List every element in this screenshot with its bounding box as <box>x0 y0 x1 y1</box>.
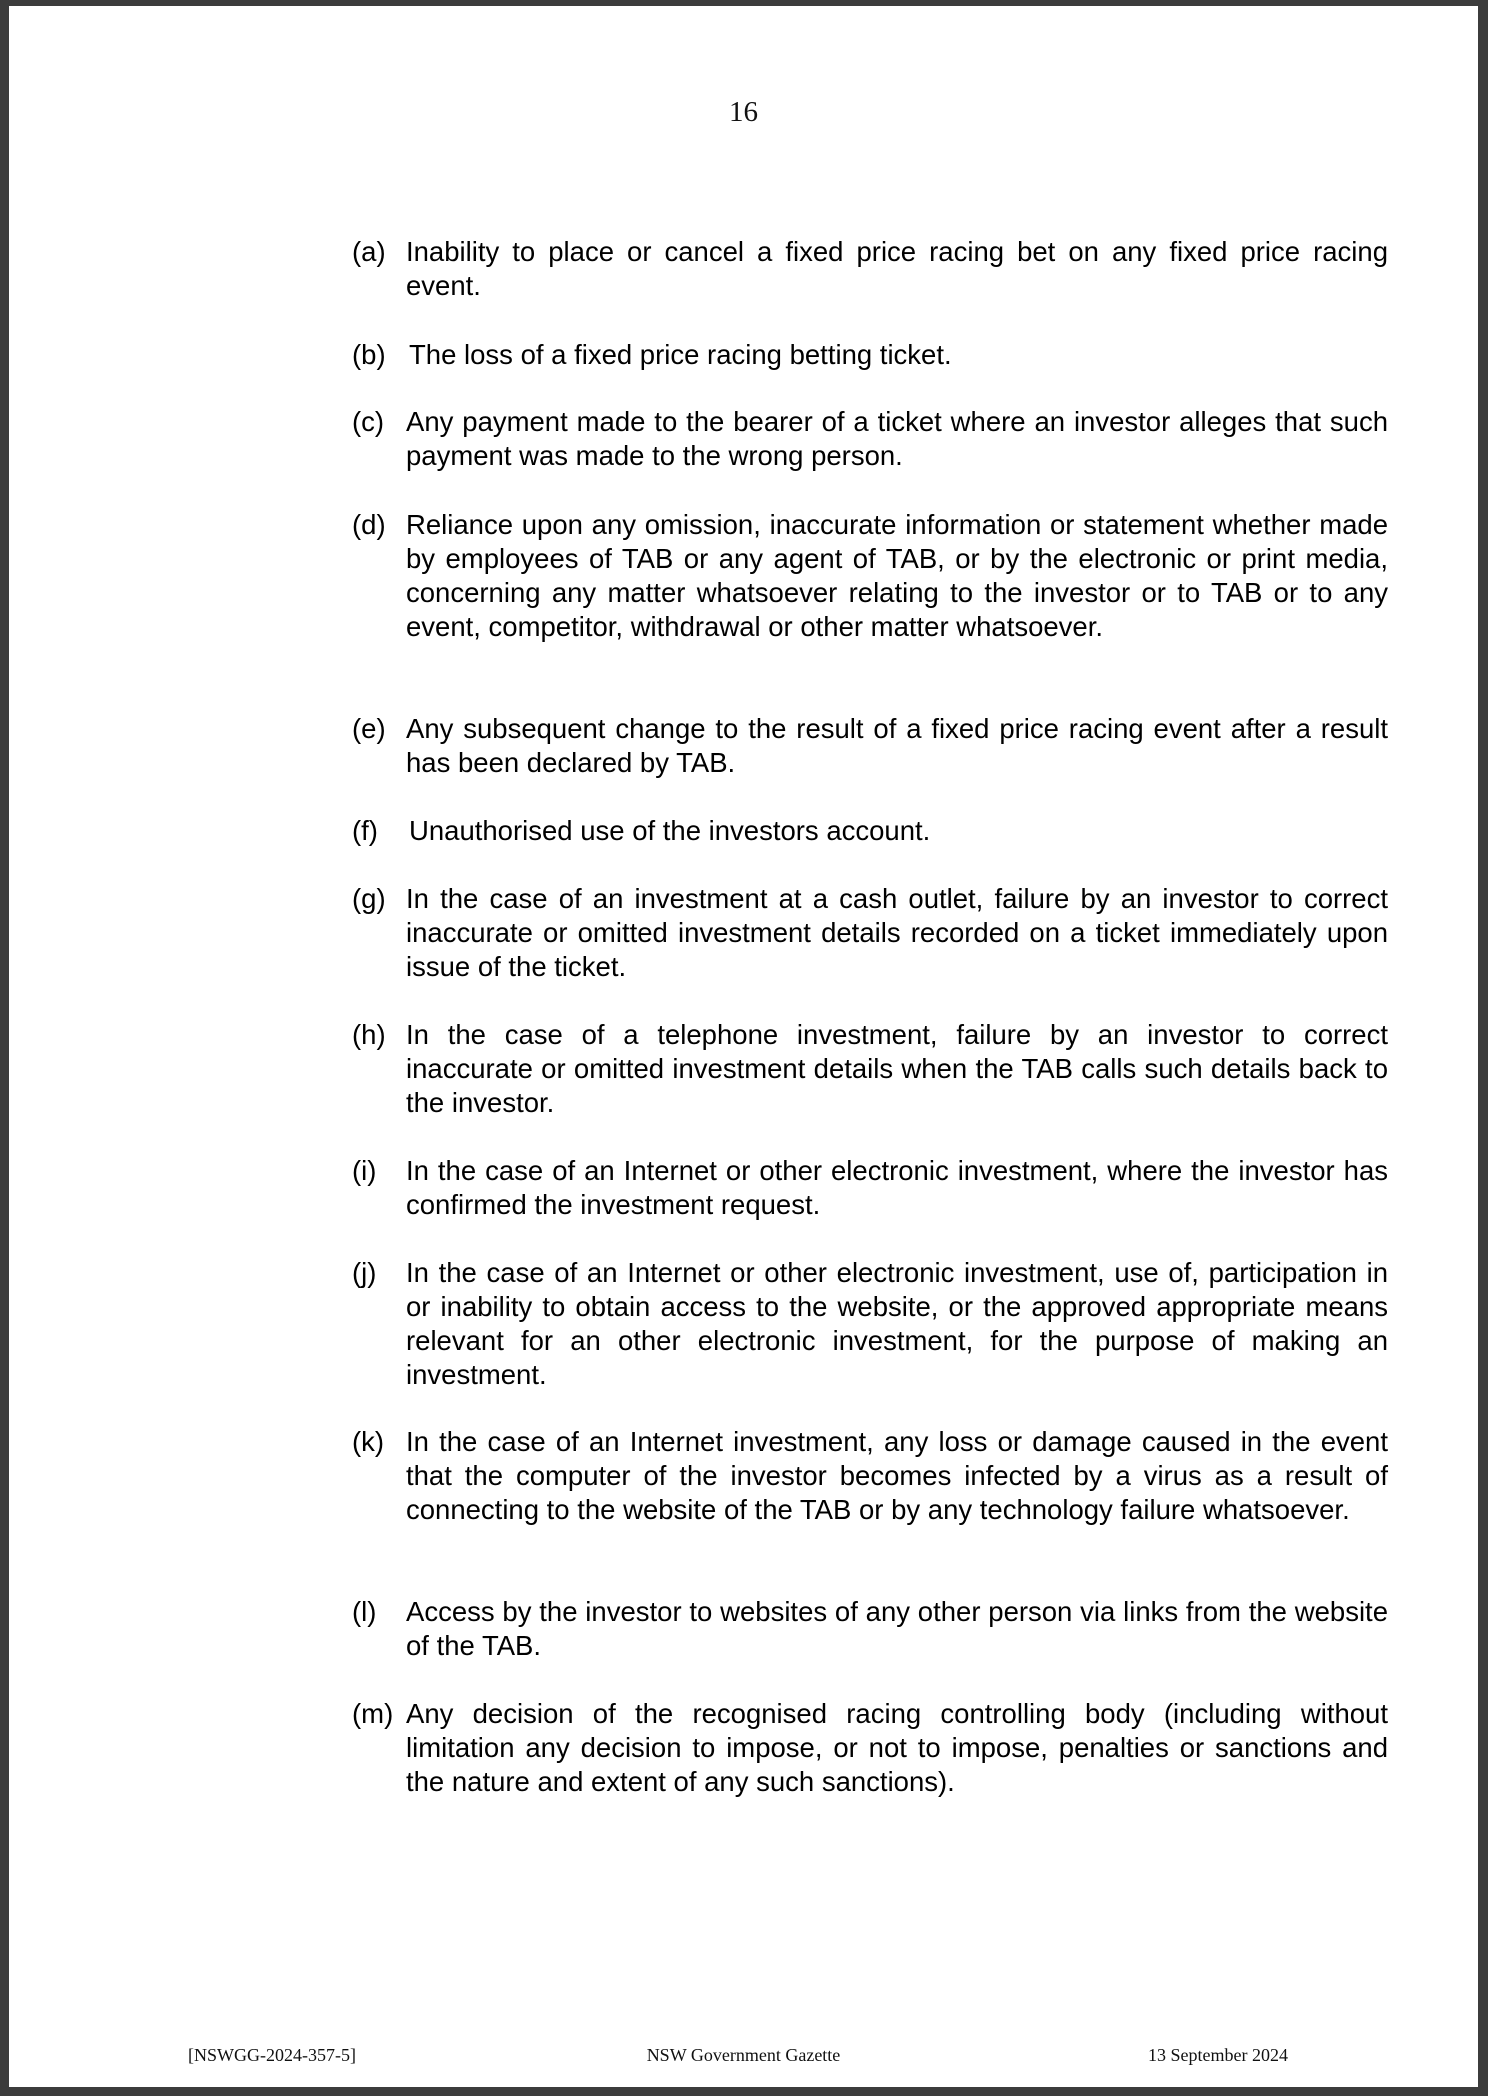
page-number: 16 <box>729 96 758 128</box>
clause-label: (l) <box>352 1596 377 1627</box>
clause-text: Any subsequent change to the result of a fixed price racing event after a result has been declared by TAB. <box>406 713 1388 778</box>
clause-label: (b) <box>352 339 386 370</box>
clause-text: Reliance upon any omission, inaccurate information or statement whether made by employees of TAB or any agent of TAB, or by the electronic or print media, concerning any matter whatsoever relating to the investor or to TAB or to any event, competitor, withdrawal or other matter whatsoever. <box>406 509 1388 642</box>
clause-label: (h) <box>352 1019 386 1050</box>
clause-label: (f) <box>352 815 378 846</box>
clause-label: (e) <box>352 713 386 744</box>
clause-label: (d) <box>352 509 386 540</box>
clause-text: Any decision of the recognised racing controlling body (including without limitation any decision to impose, or not to impose, penalties or sanctions and the nature and extent of any such sanctions). <box>406 1698 1388 1797</box>
clause-label: (m) <box>352 1698 394 1729</box>
clause-text: In the case of a telephone investment, failure by an investor to correct inaccurate or omitted investment details when the TAB calls such details back to the investor. <box>406 1019 1388 1118</box>
clause-label: (k) <box>352 1426 385 1457</box>
footer-publication: NSW Government Gazette <box>646 2045 841 2065</box>
clause-label: (c) <box>352 406 385 437</box>
clause-label: (g) <box>352 883 386 914</box>
clause-label: (j) <box>352 1257 377 1288</box>
clause-text: Inability to place or cancel a fixed price racing bet on any fixed price racing event. <box>406 236 1388 301</box>
clause-list <box>352 6 1388 1906</box>
clause-text: In the case of an Internet or other electronic investment, use of, participation in or inability to obtain access to the website, or the approved appropriate means relevant for an other electronic investment, for the purpose of making an investment. <box>406 1257 1388 1390</box>
footer-date: 13 September 2024 <box>1148 2045 1288 2065</box>
clause-text: Unauthorised use of the investors account. <box>409 815 931 846</box>
clause-text: In the case of an Internet investment, any loss or damage caused in the event that the computer of the investor becomes infected by a virus as a result of connecting to the website of the TAB or by any technology failure whatsoever. <box>406 1426 1388 1525</box>
document-page <box>9 6 1478 2087</box>
clause-text: Any payment made to the bearer of a ticket where an investor alleges that such payment was made to the wrong person. <box>406 406 1388 471</box>
clause-text: The loss of a fixed price racing betting ticket. <box>409 339 952 370</box>
clause-label: (i) <box>352 1155 377 1186</box>
clause-label: (a) <box>352 236 386 267</box>
footer-reference: [NSWGG-2024-357-5] <box>188 2045 356 2065</box>
clause-text: In the case of an investment at a cash outlet, failure by an investor to correct inaccurate or omitted investment details recorded on a ticket immediately upon issue of the ticket. <box>406 883 1388 982</box>
clause-text: In the case of an Internet or other electronic investment, where the investor has confirmed the investment request. <box>406 1155 1388 1220</box>
clause-text: Access by the investor to websites of any other person via links from the website of the TAB. <box>406 1596 1388 1661</box>
